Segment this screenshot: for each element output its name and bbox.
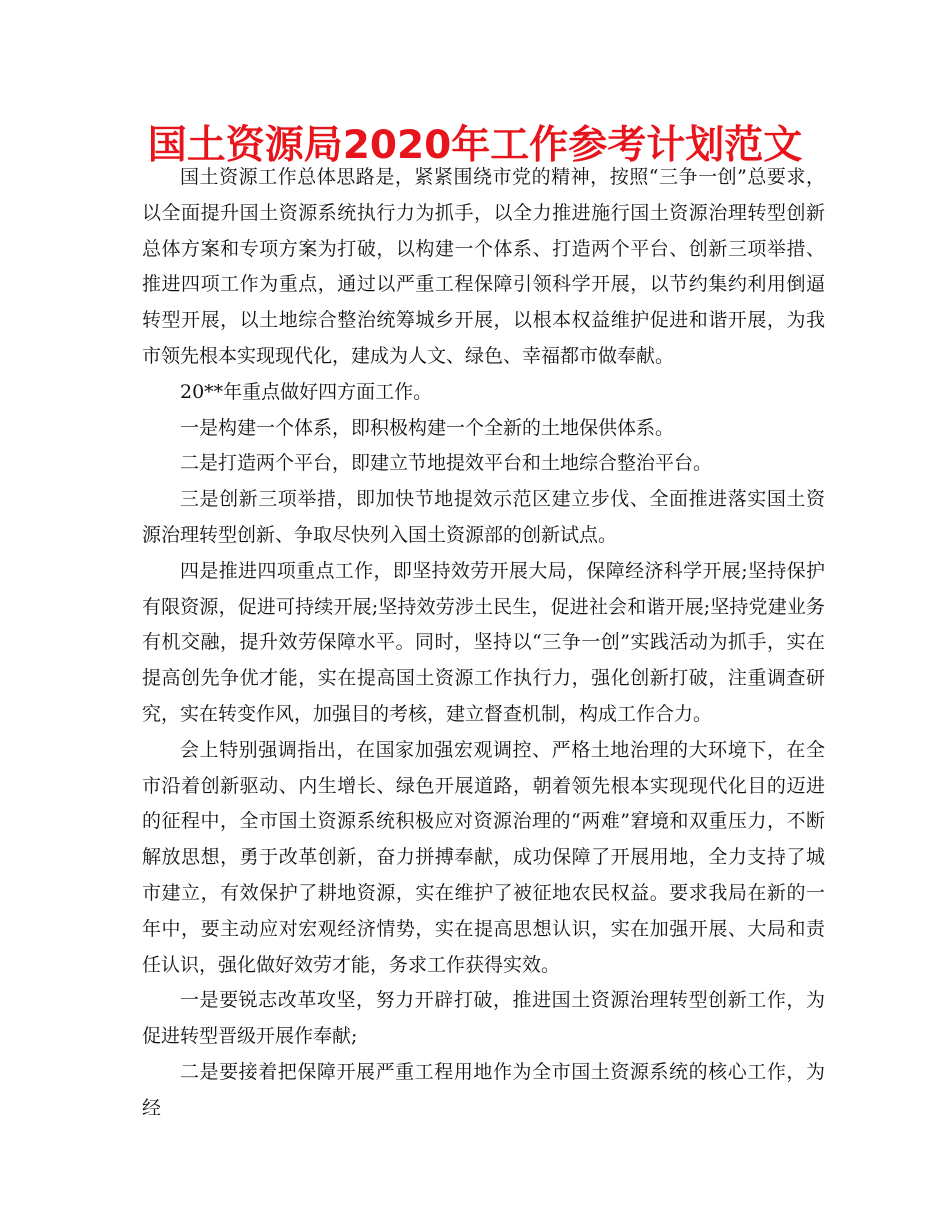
paragraph-overall-approach: 国土资源工作总体思路是，紧紧围绕市党的精神，按照“三争一创”总要求，以全面提升国土资源系统执行力为抓手，以全力推进施行国土资源治理转型创新总体方案和专项方案为打破，以构建一个体系、打造两个平台、创新三项举措、推进四项工作为重点，通过以严重工程保障引领科学开展，以节约集约利用倒逼转型开展，以土地综合整治统筹城乡开展，以根本权益维护促进和谐开展，为我市领先根本实现现代化，建成为人文、绿色、幸福都市做奉献。: [142, 166, 825, 367]
paragraph-first-item: 一是构建一个体系，即积极构建一个全新的土地保供体系。: [180, 416, 675, 439]
document-title: 国土资源局2020年工作参考计划范文: [147, 123, 803, 168]
document-body: [142, 160, 825, 1127]
paragraph-third-item: 三是创新三项举措，即加快节地提效示范区建立步伐、全面推进落实国土资源治理转型创新、争取尽快列入国土资源部的创新试点。: [142, 488, 825, 546]
paragraph-requirement-one: 一是要锐志改革攻坚，努力开辟打破，推进国土资源治理转型创新工作，为促进转型晋级开展作奉献;: [142, 989, 825, 1048]
paragraph-key-work-intro: 20**年重点做好四方面工作。: [180, 380, 433, 403]
paragraph-second-item: 二是打造两个平台，即建立节地提效平台和土地综合整治平台。: [180, 452, 713, 475]
paragraph-fourth-item: 四是推进四项重点工作，即坚持效劳开展大局，保障经济科学开展;坚持保护有限资源，促进可持续开展;坚持效劳涉土民生，促进社会和谐开展;坚持党建业务有机交融，提升效劳保障水平。同时，坚持以“三争一创”实践活动为抓手，实在提高创先争优才能，实在提高国土资源工作执行力，强化创新打破，注重调查研究，实在转变作风，加强目的考核，建立督查机制，构成工作合力。: [142, 559, 825, 725]
paragraph-requirement-two: 二是要接着把保障开展严重工程用地作为全市国土资源系统的核心工作，为经: [142, 1060, 825, 1119]
paragraph-meeting-emphasis: 会上特别强调指出，在国家加强宏观调控、严格土地治理的大环境下，在全市沿着创新驱动、内生增长、绿色开展道路，朝着领先根本实现现代化目的迈进的征程中，全市国土资源系统积极应对资源治理的“两难”窘境和双重压力，不断解放思想，勇于改革创新，奋力拼搏奉献，成功保障了开展用地，全力支持了城市建立，有效保护了耕地资源，实在维护了被征地农民权益。要求我局在新的一年中，要主动应对宏观经济情势，实在提高思想认识，实在加强开展、大局和责任认识，强化做好效劳才能，务求工作获得实效。: [142, 738, 825, 976]
